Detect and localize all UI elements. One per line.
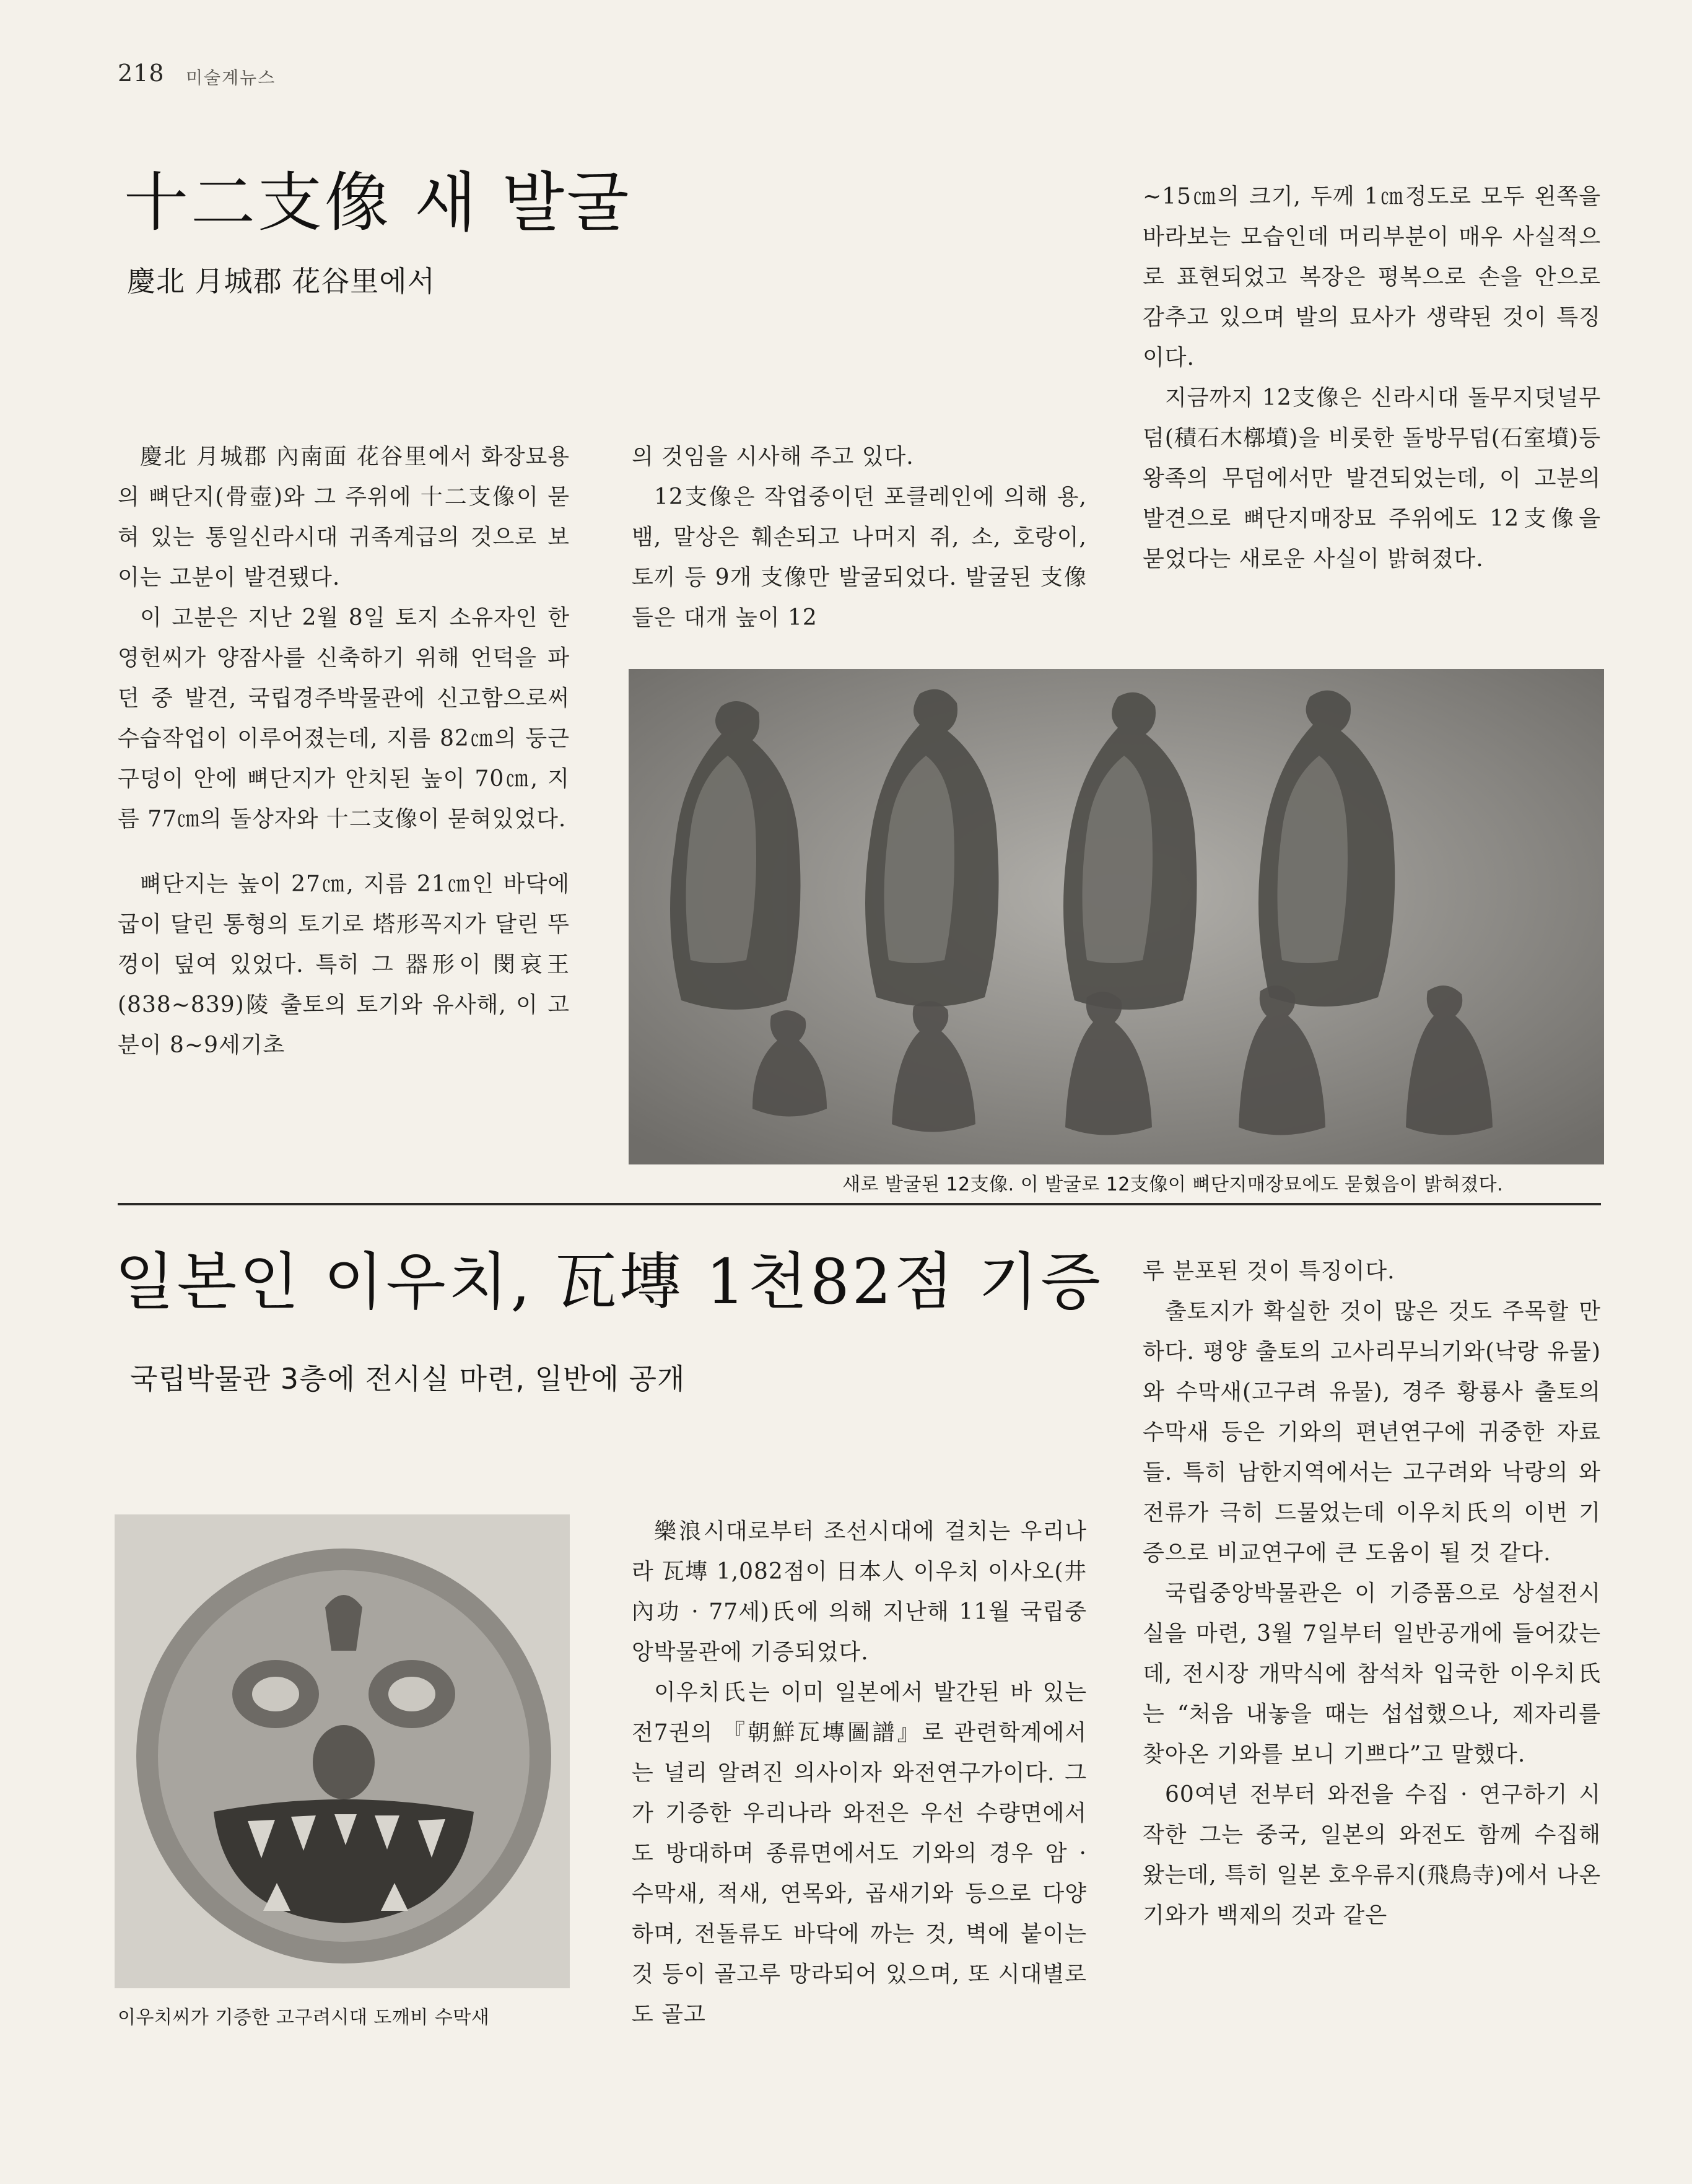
article2-column-2 xyxy=(632,1511,1087,2035)
zodiac-figures-photo xyxy=(629,669,1604,1164)
section-divider xyxy=(118,1203,1601,1205)
article1-column-3 xyxy=(1143,177,1601,579)
article2-col2-para-2: 이우치氏는 이미 일본에서 발간된 바 있는 전7권의 『朝鮮瓦塼圖譜』로 관련학계에서는 널리 알려진 의사이자 와전연구가이다. 그가 기증한 우리나라 와전은 우선 수량면에서도 방대하며 종류면에서도 기와의 경우 암 · 수막새, 적새, 연목와, 곱새기와 등으로 다양하며, 전돌류도 바닥에 까는 것, 벽에 붙이는 것 등이 골고루 망라되어 있으며, 또 시대별로도 골고 xyxy=(632,1680,1087,2027)
zodiac-photo-caption: 새로 발굴된 12支像. 이 발굴로 12支像이 뼈단지매장묘에도 묻혔음이 밝혀졌다. xyxy=(842,1174,1504,1195)
article2-col3-para-1: 루 분포된 것이 특징이다. xyxy=(1143,1259,1395,1284)
article2-subtitle: 국립박물관 3층에 전시실 마련, 일반에 공개 xyxy=(130,1362,686,1396)
article1-col3-para-2: 지금까지 12支像은 신라시대 돌무지덧널무덤(積石木槨墳)을 비롯한 돌방무덤(石室墳)등 왕족의 무덤에서만 발견되었는데, 이 고분의 발견으로 뼈단지매장묘 주위에도 12支像을 묻었다는 새로운 사실이 밝혀졌다. xyxy=(1143,385,1601,572)
article1-col1-para-1: 慶北 月城郡 內南面 花谷里에서 화장묘용의 뼈단지(骨壺)와 그 주위에 十二支像이 묻혀 있는 통일신라시대 귀족계급의 것으로 보이는 고분이 발견됐다. xyxy=(118,444,570,590)
article1-column-1 xyxy=(118,437,570,1065)
article2-title: 일본인 이우치, 瓦塼 1천82점 기증 xyxy=(115,1246,1103,1318)
page-number: 218 xyxy=(118,59,165,87)
article1-col2-para-1: 의 것임을 시사해 주고 있다. xyxy=(632,444,914,470)
article1-col3-para-1: ~15㎝의 크기, 두께 1㎝정도로 모두 왼쪽을 바라보는 모습인데 머리부분이 매우 사실적으로 표현되었고 복장은 평복으로 손을 안으로 감추고 있으며 발의 묘사가 생략된 것이 특징이다. xyxy=(1143,184,1601,370)
roof-tile-photo-caption: 이우치씨가 기증한 고구려시대 도깨비 수막새 xyxy=(118,2007,490,2029)
article1-subtitle: 慶北 月城郡 花谷里에서 xyxy=(127,264,436,298)
article2-col3-para-2: 출토지가 확실한 것이 많은 것도 주목할 만하다. 평양 출토의 고사리무늬기와(낙랑 유물)와 수막새(고구려 유물), 경주 황룡사 출토의 수막새 등은 기와의 편년연구에 귀중한 자료들. 특히 남한지역에서는 고구려와 낙랑의 와전류가 극히 드물었는데 이우치氏의 이번 기증으로 비교연구에 큰 도움이 될 것 같다. xyxy=(1143,1299,1601,1566)
article1-col1-para-2: 이 고분은 지난 2월 8일 토지 소유자인 한영헌씨가 양잠사를 신축하기 위해 언덕을 파던 중 발견, 국립경주박물관에 신고함으로써 수습작업이 이루어졌는데, 지름 82㎝의 둥근 구덩이 안에 뼈단지가 안치된 높이 70㎝, 지름 77㎝의 돌상자와 十二支像이 묻혀있었다. xyxy=(118,605,570,832)
article2-col2-para-1: 樂浪시대로부터 조선시대에 걸치는 우리나라 瓦塼 1,082점이 日本人 이우치 이사오(井內功 · 77세)氏에 의해 지난해 11월 국립중앙박물관에 기증되었다. xyxy=(632,1519,1087,1665)
article2-col3-para-4: 60여년 전부터 와전을 수집 · 연구하기 시작한 그는 중국, 일본의 와전도 함께 수집해 왔는데, 특히 일본 호우류지(飛鳥寺)에서 나온 기와가 백제의 것과 같은 xyxy=(1143,1782,1601,1928)
article1-title: 十二支像 새 발굴 xyxy=(124,165,632,240)
article1-col2-para-2: 12支像은 작업중이던 포클레인에 의해 용, 뱀, 말상은 훼손되고 나머지 쥐, 소, 호랑이, 토끼 등 9개 支像만 발굴되었다. 발굴된 支像들은 대개 높이 12 xyxy=(632,484,1087,631)
article2-column-3 xyxy=(1143,1251,1601,1936)
article2-col3-para-3: 국립중앙박물관은 이 기증품으로 상설전시실을 마련, 3월 7일부터 일반공개에 들어갔는데, 전시장 개막식에 참석차 입국한 이우치氏는 “처음 내놓을 때는 섭섭했으나, 제자리를 찾아온 기와를 보니 기쁘다”고 말했다. xyxy=(1143,1581,1601,1767)
goblin-roof-tile-photo xyxy=(115,1514,570,1988)
magazine-section-title: 미술계뉴스 xyxy=(186,68,276,88)
article1-col1-para-3: 뼈단지는 높이 27㎝, 지름 21㎝인 바닥에 굽이 달린 통형의 토기로 塔形꼭지가 달린 뚜껑이 덮여 있었다. 특히 그 器形이 閔哀王(838~839)陵 출토의 토기와 유사해, 이 고분이 8~9세기초 xyxy=(118,871,570,1058)
article1-column-2 xyxy=(632,437,1087,638)
